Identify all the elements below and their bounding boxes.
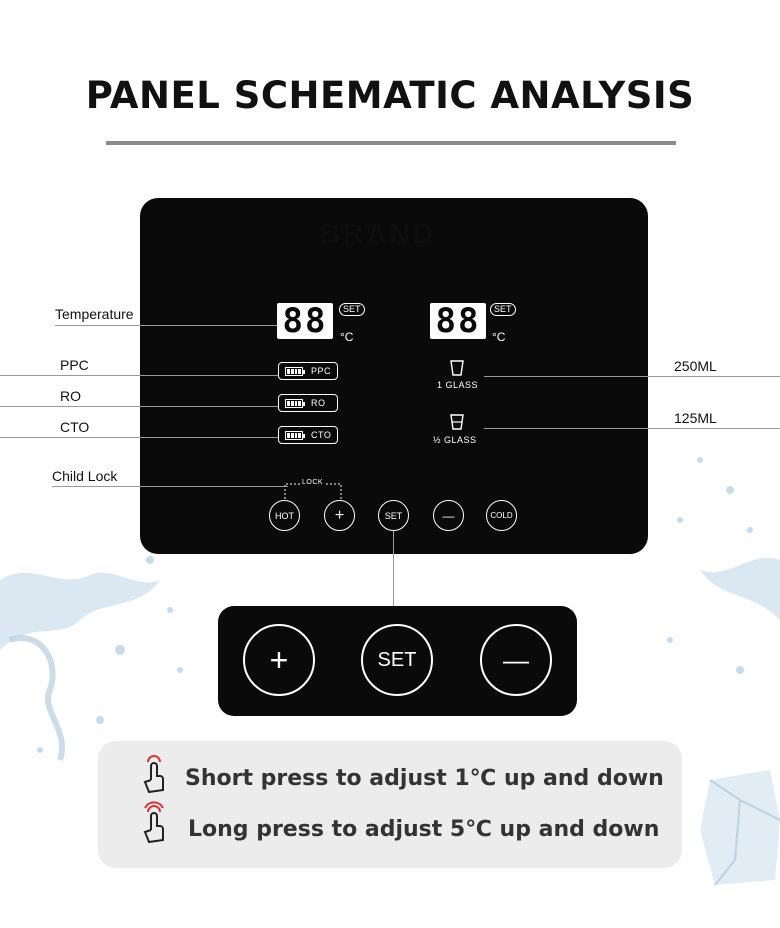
callout-child-lock: Child Lock: [52, 468, 118, 484]
callout-line-ppc: [0, 375, 278, 376]
battery-icon: [285, 431, 303, 440]
zoom-minus-button[interactable]: —: [480, 624, 552, 696]
zoom-set-button[interactable]: SET: [361, 624, 433, 696]
filter-label-ppc: PPC: [311, 366, 332, 376]
short-press-text: Short press to adjust 1℃ up and down: [185, 766, 664, 791]
long-press-hand-icon: [138, 796, 172, 848]
callout-125ml: 125ML: [674, 410, 717, 426]
water-splash-right: [640, 440, 780, 700]
set-connector-line: [393, 531, 394, 607]
short-press-hand-icon: [138, 752, 172, 796]
callout-line-125ml: [484, 428, 780, 429]
right-display-digits: 88: [435, 301, 481, 341]
ice-cube: [680, 760, 780, 910]
title-divider: [106, 141, 676, 145]
callout-ppc: PPC: [60, 357, 89, 373]
right-unit: °C: [492, 330, 506, 344]
filter-label-cto: CTO: [311, 430, 332, 440]
instructions-box: [98, 741, 682, 868]
brand-logo: BRAND: [320, 218, 437, 249]
full-glass-icon: [450, 360, 464, 376]
filter-indicator-cto: [278, 426, 338, 444]
filter-indicator-ro: [278, 394, 338, 412]
callout-250ml: 250ML: [674, 358, 717, 374]
plus-button[interactable]: +: [324, 500, 355, 531]
battery-icon: [285, 399, 303, 408]
right-temperature-display: [430, 303, 486, 339]
left-unit: °C: [340, 330, 354, 344]
filter-label-ro: RO: [311, 398, 326, 408]
long-press-text: Long press to adjust 5℃ up and down: [188, 817, 660, 842]
right-set-badge: SET: [490, 303, 516, 316]
half-glass-icon: [450, 414, 464, 430]
left-display-digits: 88: [282, 301, 328, 341]
left-set-badge: SET: [339, 303, 365, 316]
callout-line-ro: [0, 406, 278, 407]
callout-cto: CTO: [60, 419, 90, 435]
left-temperature-display: [277, 303, 333, 339]
battery-icon: [285, 367, 303, 376]
callout-line-temperature: [55, 325, 277, 326]
callout-line-child-lock: [52, 486, 288, 487]
glass-label-full: 1 GLASS: [437, 380, 479, 390]
set-button[interactable]: SET: [378, 500, 409, 531]
callout-line-250ml: [484, 376, 780, 377]
page-title: PANEL SCHEMATIC ANALYSIS: [85, 74, 695, 117]
callout-ro: RO: [60, 388, 81, 404]
hot-button[interactable]: HOT: [269, 500, 300, 531]
minus-button[interactable]: —: [433, 500, 464, 531]
glass-label-half: ½ GLASS: [433, 435, 477, 445]
zoom-plus-button[interactable]: +: [243, 624, 315, 696]
filter-indicator-ppc: [278, 362, 338, 380]
callout-line-cto: [0, 437, 278, 438]
cold-button[interactable]: COLD: [486, 500, 517, 531]
lock-label: LOCK: [302, 479, 324, 486]
callout-temperature: Temperature: [55, 306, 134, 322]
